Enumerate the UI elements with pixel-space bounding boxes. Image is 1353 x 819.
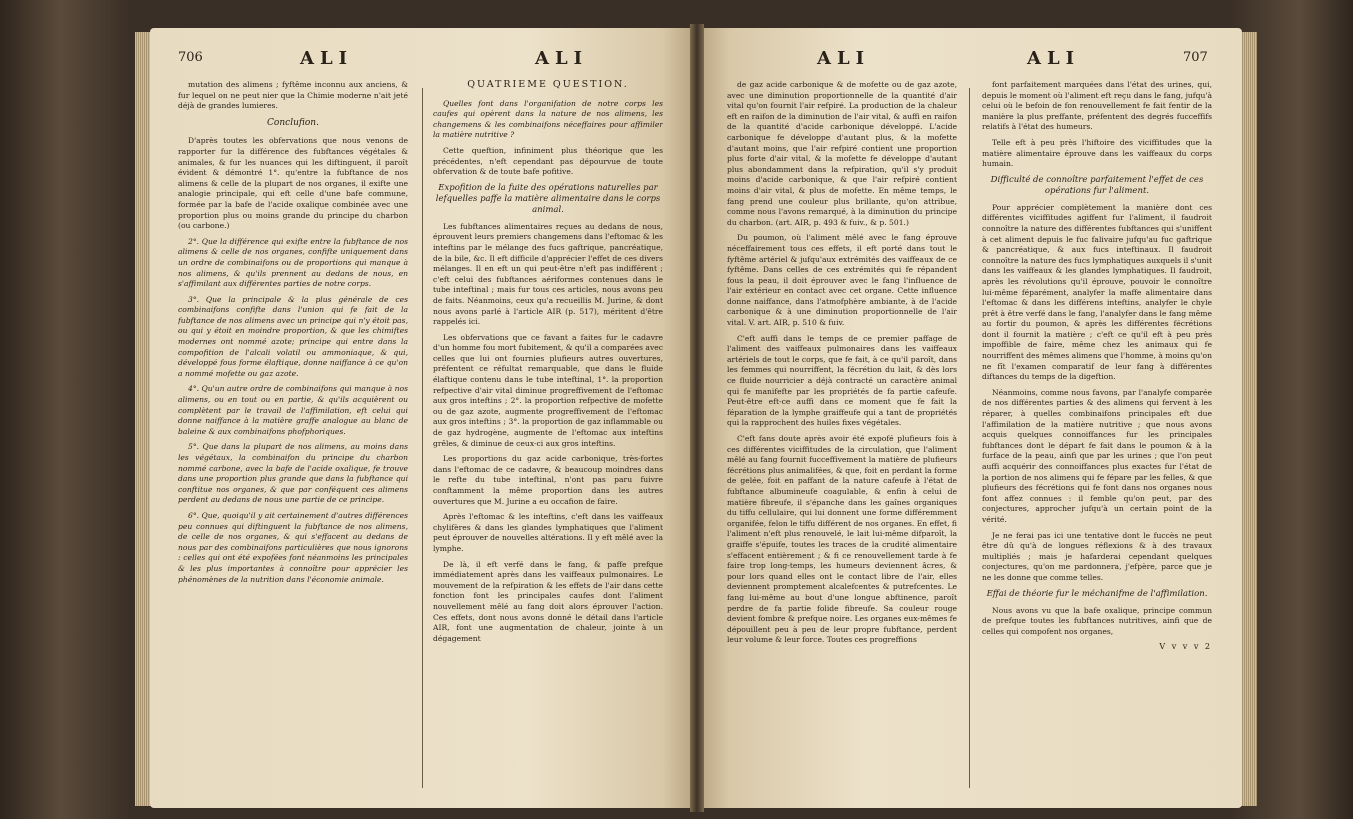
paragraph: C'eft auffi dans le temps de ce premier paffage de l'aliment des vaiffeaux pulmonaires dans les vaiffeaux artériels de tout le corps, que fe fait, à ce qu'il paroît, dans les femmes qui nourriffent, la fécrétion du lait, & dès lors ce fluide nourricier a déjà contracté un caractère animal qui fe manifefte par les propriétés de fa partie cafeufe. Peut-être eft-ce auffi dans ce moment que fe fait la féparation de la lymphe graiffeufe qui a tant de propriétés qui la rapprochent des huiles fixes végétales. xyxy=(727,333,957,428)
paragraph: 4°. Qu'un autre ordre de combinaifons qui manque à nos alimens, ou en tout ou en partie, & qu'ils acquièrent ou complètent par le travail de l'affimilation, eft celui qui donne naiffance à la matière graffe analogue au blanc de baleine & aux combinaifons phofphoriques. xyxy=(178,384,408,436)
left-page-number: 706 xyxy=(178,50,203,65)
book-gutter xyxy=(690,24,704,812)
left-column-2 xyxy=(433,80,663,800)
paragraph: Cette queftion, infiniment plus théorique que les précédentes, n'eft cependant pas dépourvue de toute obfervation & de toute bafe pofitive. xyxy=(433,145,663,177)
paragraph: 2°. Que la différence qui exifte entre la fubftance de nos alimens & celle de nos organes, confifte uniquement dans un ordre de combinaifons ou de proportions qui manque à nos alimens, & qu'ils prennent au dedans de nous, en s'affimilant aux différentes parties de notre corps. xyxy=(178,236,408,289)
paragraph: D'après toutes les obfervations que nous venons de rapporter fur la différence des fubftances végétales & animales, & fur les nuances qui les diftinguent, il paroît évident & démontré 1°. qu'entre la fubftance de nos alimens & celle de la plupart de nos organes, il exifte une analogie principale, qui eft celle d'une bafe commune, formée par la bafe de l'acide oxalique combinée avec une proportion plus ou moins grande du principe du charbon (ou carbone.) xyxy=(178,136,408,231)
left-header xyxy=(150,48,695,72)
paragraph: mutation des alimens ; fyftême inconnu aux anciens, & fur lequel on ne peut nier que la Chimie moderne n'ait jeté déjà de grandes lumieres. xyxy=(178,80,408,111)
section-heading: Conclufion. xyxy=(267,117,319,128)
paragraph: De là, il eft verfé dans le fang, & paffe prefque immédiatement après dans les vaiffeaux pulmonaires. Le mouvement de la refpiration & les effets de l'air dans cette fonction font les principales caufes dont l'aliment nouvellement mêlé au fang doit alors éprouver l'action. Ces effets, dont nous avons donné le détail dans l'article AIR, font une augmentation de chaleur, jointe à un dégagement xyxy=(433,559,663,643)
paragraph: de gaz acide carbonique & de mofette ou de gaz azote, avec une diminution proportionnelle de la quantité d'air vital qu'on fournit l'air refpiré. La production de la chaleur eft en raifon de la diminution de l'air vital, & auffi en raifon de la quantité d'acide carbonique développé. L'acide carbonique fe développe d'autant plus, & la mofette d'autant moins, que l'air refpiré contient une proportion plus forte d'air vital, & la mofette fe développe d'autant plus abondamment dans la refpiration, qu'il s'y produit moins d'acide carbonique, & que l'air refpiré contient moins d'air vital, & plus de mofette. En même temps, le fang prend une couleur plus brillante, qu'on attribue, comme nous l'avons remarqué, à la diminution du principe du charbon. (art. AIR, p. 493 & fuiv., & p. 501.) xyxy=(727,80,957,227)
right-column-2 xyxy=(982,80,1212,800)
left-running-head-1: ALI xyxy=(300,48,354,69)
right-running-head-2: ALI xyxy=(1027,48,1081,69)
right-running-head-1: ALI xyxy=(817,48,871,69)
right-header xyxy=(697,48,1242,72)
paragraph: Néanmoins, comme nous favons, par l'analyfe comparée de nos différentes parties & des alimens qui fervent à les réparer, à quelles combinaifons principales eft due l'affimilation de la matière nutritive ; que nous avons acquis quelques connoiffances fur les principales fubftances dont le départ fe fait dans le poumon & à la furface de la peau, ainfi que par les urines ; que l'on peut auffi acquérir des connoiffances plus exactes fur l'état de la portion de nos alimens qui fe fépare par les felles, & que plufieurs des fécrétions qui fe font dans nos organes nous font affez connues : il femble qu'on peut, par des conjectures, approcher jufqu'à un certain point de la vérité. xyxy=(982,387,1212,524)
paragraph: Pour apprécier complètement la manière dont ces différentes viciffitudes agiffent fur l'aliment, il faudroit connoître la nature des différentes fubftances qui s'uniffent à cet aliment depuis le fuc falivaire jufqu'au fuc gaftrique & pancréatique, & aux fucs inteftinaux. Il faudroit connoître la nature des fucs lymphatiques auxquels il s'unit dans les vaiffeaux & les glandes lymphatiques. Il faudroit, après les révolutions qu'il éprouve, pouvoir le connoître lui-même féparément, analyfer la maffe alimentaire dans l'eftomac & dans les différens inteftins, analyfer le chyle prêt à être verfé dans le fang, l'analyfer dans le fang même au fortir du poumon, & après les différentes fécrétions dont il fournit la matière ; c'eft ce qu'il eft à peu près impoffible de faire, même chez les animaux qui fe nourriffent des mêmes alimens que l'homme, à moins qu'on ne fît l'examen comparatif de leur fang à différentes diftances du temps de la digeftion. xyxy=(982,202,1212,382)
right-column-rule xyxy=(969,88,970,788)
paragraph: Les obfervations que ce favant a faites fur le cadavre d'un homme fou mort fubitement, & qu'il a comparées avec celles que lui ont fournies plufieurs autres ouvertures, préfentent ce réfultat remarquable, que dans le fluide élaftique contenu dans le tube inteftinal, 1°. la proportion refpective d'air vital diminue progreffivement de l'eftomac aux gros inteftins ; 2°. la proportion refpective de mofette ou de gaz azote, augmente progreffivement de l'eftomac aux gros inteftins ; 3°. la proportion de gaz inflammable ou de gaz hydrogène, augmente de l'eftomac aux inteftins grêles, & diminue de ceux-ci aux gros inteftins. xyxy=(433,332,663,448)
paragraph: Telle eft à peu près l'hiftoire des viciffitudes que la matière alimentaire éprouve dans les vaiffeaux du corps humain. xyxy=(982,137,1212,169)
signature-mark: V v v v 2 xyxy=(1159,642,1212,652)
right-page-number: 707 xyxy=(1183,50,1208,65)
paragraph: 3°. Que la principale & la plus générale de ces combinaifons confifte dans l'union qui fe fait de la fubftance de nos alimens avec un principe qui n'y étoit pas, ou qui y étoit en moindre proportion, & que les chimiftes modernes ont nommé azote; principe qui entre dans la compofition de l'alcali volatil ou ammoniaque, & qui, développé fous forme élaftique, donne naiffance à ce qu'on a nommé mofette ou gaz azote. xyxy=(178,294,408,378)
left-column-rule xyxy=(422,88,423,788)
page-edges-left xyxy=(135,32,151,806)
section-question-heading: QUATRIÈME QUESTION. xyxy=(467,80,629,90)
paragraph: font parfaitement marquées dans l'état des urines, qui, depuis le moment où l'aliment eft reçu dans le fang, jufqu'à celui où le befoin de fon renouvellement fe fait fentir de la manière la plus preffante, préfentent des degrés fucceffifs relatifs à l'état des humeurs. xyxy=(982,80,1212,132)
paragraph: Je ne ferai pas ici une tentative dont le fuccès ne peut être dû qu'à de longues réflexions & à des travaux multipliés ; mais je hafarderai cependant quelques conjectures, qu'on me pardonnera, j'efpère, parce que je ne les donne que comme telles. xyxy=(982,530,1212,582)
paragraph: Quelles font dans l'organifation de notre corps les caufes qui opèrent dans la nature de nos alimens, les changemens & les combinaifons néceffaires pour affimiler la matière nutritive ? xyxy=(433,98,663,140)
paragraph: Après l'eftomac & les inteftins, c'eft dans les vaiffeaux chylifères & dans les glandes lymphatiques que l'aliment peut éprouver de nouvelles altérations. Il y eft mêlé avec la lymphe. xyxy=(433,512,663,553)
paragraph: Nous avons vu que la bafe oxalique, principe commun de prefque toutes les fubftances nutritives, ainfi que de celles qui compofent nos organes, xyxy=(982,605,1212,636)
left-page xyxy=(150,28,695,808)
left-running-head-2: ALI xyxy=(535,48,589,69)
paragraph: Du poumon, où l'aliment mêlé avec le fang éprouve néceffairement tous ces effets, il eft porté dans tout le fyftême artériel & jufqu'aux extrémités des vaiffeaux de ce fyftême. Dans celles de ces extrémités qui fe répandent fous la peau, il doit éprouver avec le fang l'influence de l'air extérieur en contact avec cet organe. Cette influence donne naiffance, dans l'atmofphère ambiante, à de l'acide carbonique & à une diminution proportionnelle de l'air vital. V. art. AIR, p. 510 & fuiv. xyxy=(727,233,957,328)
page-edges-right xyxy=(1241,32,1257,806)
right-page xyxy=(697,28,1242,808)
right-column-1 xyxy=(727,80,957,800)
subsection-heading: Difficulté de connoître parfaitement l'effet de ces opérations fur l'aliment. xyxy=(990,174,1204,196)
left-column-1 xyxy=(178,80,408,800)
subsection-heading: Effai de théorie fur le méchanifme de l'affimilation. xyxy=(986,588,1208,599)
paragraph: 5°. Que dans la plupart de nos alimens, au moins dans les végétaux, la combinaifon du principe du charbon nommé carbone, avec la bafe de l'acide oxalique, fe trouve dans une proportion plus grande que dans la fubftance qui conftitue nos organes, & que par conféquent ces alimens perdent au dedans de nous une partie de ce principe. xyxy=(178,442,408,505)
paragraph: Les fubftances alimentaires reçues au dedans de nous, éprouvent leurs premiers changemens dans l'eftomac & les inteftins par le mélange des fucs gaftrique, pancréatique, de la bile, &c. Il eft difficile d'apprécier l'effet de ces divers mélanges. Il en eft un qui peut-être n'eft pas indifférent ; c'eft celui des fubftances aériformes contenues dans le tube inteftinal ; mais fur tous ces articles, nous avons peu de faits. Néanmoins, ceux qu'a recueillis M. Jurine, & dont nous avons parlé à l'article AIR (p. 517), méritent d'être rappelés ici. xyxy=(433,221,663,327)
subsection-heading: Expofition de la fuite des opérations naturelles par lefquelles paffe la matière alimentaire dans le corps animal. xyxy=(435,182,661,215)
paragraph: Les proportions du gaz acide carbonique, très-fortes dans l'eftomac de ce cadavre, & beaucoup moindres dans le refte du tube inteftinal, n'ont pas paru fuivre conftamment la même proportion dans les autres ouvertures que M. Jurine a eu occafion de faire. xyxy=(433,454,663,506)
paragraph: C'eft fans doute après avoir été expofé plufieurs fois à ces différentes viciffitudes de la circulation, que l'aliment mêlé au fang fournit fucceffivement la matière de plufieurs fécrétions plus animalifées, & que, foit en perdant la forme de gelée, foit en paffant de la nature cafeufe à l'état de fubftance albumineufe coagulable, & enfin à celui de matière fibreufe, il s'épanche dans les gaînes organiques du tiffu cellulaire, qui lui donnent une forme différemment organifée, felon le tiffu différent de nos organes. En effet, fi l'aliment n'eft plus renouvelé, le lait lui-même difparoît, la graiffe s'épuife, toutes les traces de la crudité alimentaire s'effacent entièrement ; & fi ce renouvellement tarde à fe faire trop long-temps, les humeurs deviennent âcres, & pour lors quand elles ont le contact libre de l'air, elles deviennent promptement alcalefcentes & putrefcentes. Le fang lui-même au bout d'une longue abftinence, paroît perdre de fa partie folide fibreufe. Sa couleur rouge devient fombre & prefque noire. Les organes eux-mêmes fe dépouillent peu à peu de leur propre fubftance, perdent leur volume & leur force. Toutes ces progreffions xyxy=(727,434,957,645)
paragraph: 6°. Que, quoiqu'il y ait certainement d'autres différences peu connues qui diftinguent la fubftance de nos alimens, de celle de nos organes, & qui s'effacent au dedans de nous par des combinaifons particulières que nous ignorons : celles qui ont été expofées font néanmoins les principales & les plus importantes à connoître pour apprécier les phénomènes de la nutrition dans l'économie animale. xyxy=(178,510,408,584)
